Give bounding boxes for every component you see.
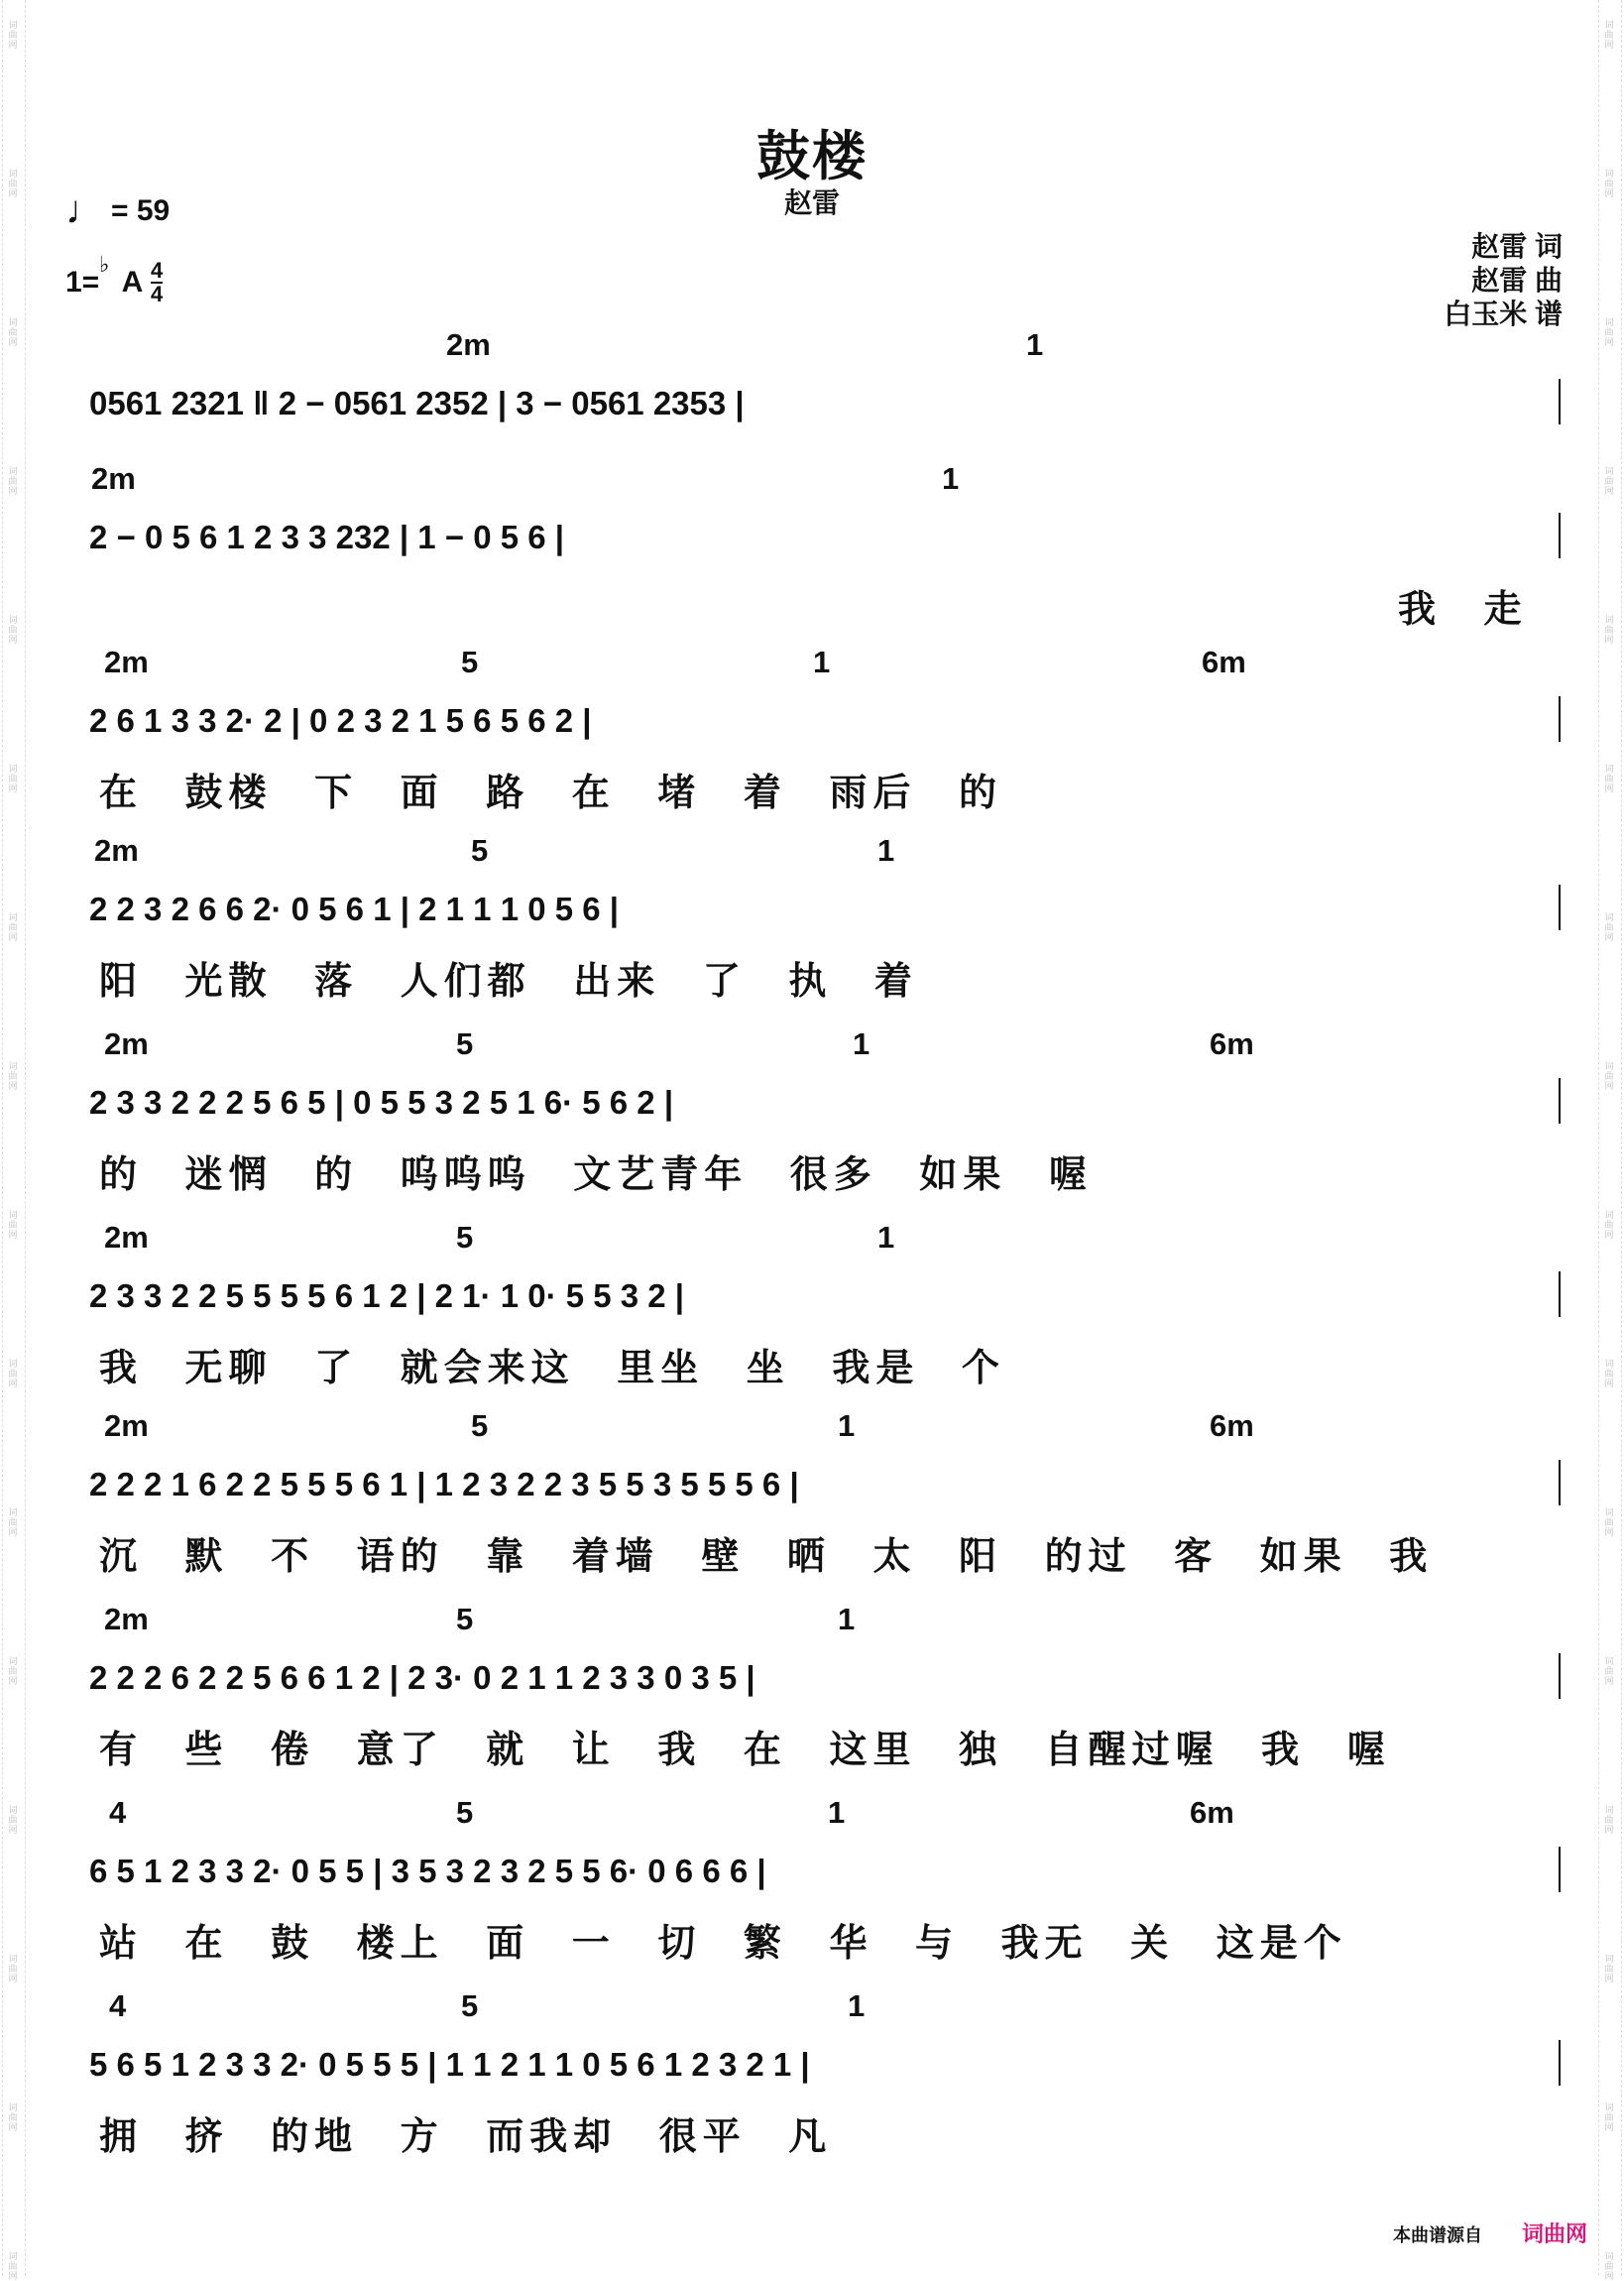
watermark-mark: 词曲网	[8, 1656, 18, 1686]
barline	[1559, 696, 1561, 742]
credits	[1444, 230, 1563, 331]
lyrics-line: 拥 挤 的地 方 而我却 很平 凡	[99, 2116, 833, 2158]
barline	[1559, 1460, 1561, 1505]
chord-label: 1	[1026, 327, 1044, 362]
credit-composer: 赵雷 曲	[1471, 265, 1563, 296]
watermark-mark: 词曲网	[1604, 2251, 1614, 2281]
chord-label: 2m	[94, 833, 139, 868]
chord-label: 5	[471, 833, 489, 868]
watermark-mark: 词曲网	[1604, 2102, 1614, 2132]
chord-label: 1	[838, 1602, 856, 1636]
chord-label: 1	[853, 1026, 870, 1061]
notation-line: 2 2 2 1 6 2 2 5 5 5 6 1 | 1 2 3 2 2 3 5 5 3 5 5 5 6 |	[89, 1466, 799, 1502]
watermark-mark: 词曲网	[1604, 1210, 1614, 1240]
chord-label: 5	[471, 1408, 489, 1443]
barline	[1559, 1847, 1561, 1892]
song-title: 鼓楼	[756, 127, 868, 186]
footer-logo: 词曲网	[1522, 2221, 1588, 2246]
watermark-mark: 词曲网	[1604, 20, 1614, 50]
credit-lyricist: 赵雷 词	[1471, 231, 1563, 262]
notation-line: 2 2 3 2 6 6 2· 0 5 6 1 | 2 1 1 1 0 5 6 |	[89, 891, 620, 927]
watermark-mark: 词曲网	[8, 1805, 18, 1835]
lyrics-line: 阳 光散 落 人们都 出来 了 执 着	[99, 961, 918, 1003]
watermark-mark: 词曲网	[1604, 169, 1614, 198]
notation-line: 2 3 3 2 2 2 5 6 5 | 0 5 5 3 2 5 1 6· 5 6 2 |	[89, 1084, 674, 1121]
chord-label: 1	[813, 645, 831, 679]
watermark-mark: 词曲网	[1604, 1656, 1614, 1686]
watermark-mark: 词曲网	[8, 1210, 18, 1240]
watermark-mark: 词曲网	[1604, 466, 1614, 496]
watermark-mark: 词曲网	[1604, 615, 1614, 645]
notation-line: 6 5 1 2 3 3 2· 0 5 5 | 3 5 3 2 3 2 5 5 6· 0 6 6 6 |	[89, 1853, 766, 1889]
key-prefix: 1=	[65, 266, 100, 299]
watermark-mark: 词曲网	[1604, 1359, 1614, 1388]
chord-label: 1	[877, 833, 895, 868]
key-note: A	[121, 266, 144, 299]
time-signature-bottom: 4	[151, 282, 164, 306]
barline	[1559, 1078, 1561, 1124]
lyrics-line: 我 走	[1398, 589, 1528, 631]
watermark-strip-left	[2, 0, 26, 2281]
notation-line: 2 − 0 5 6 1 2 3 3 232 | 1 − 0 5 6 |	[89, 519, 564, 555]
watermark-mark: 词曲网	[8, 1061, 18, 1091]
barline	[1559, 885, 1561, 930]
chord-label: 5	[456, 1795, 474, 1830]
lyrics-line: 沉 默 不 语的 靠 着墙 壁 晒 太 阳 的过 客 如果 我	[99, 1536, 1434, 1578]
watermark-mark: 词曲网	[8, 466, 18, 496]
watermark-mark: 词曲网	[8, 912, 18, 942]
chord-label: 2m	[104, 1026, 149, 1061]
chord-label: 1	[828, 1795, 846, 1830]
credit-transcriber: 白玉米 谱	[1444, 299, 1563, 329]
watermark-mark: 词曲网	[8, 615, 18, 645]
chord-label: 5	[456, 1026, 474, 1061]
barline	[1559, 513, 1561, 558]
chord-label: 5	[456, 1220, 474, 1255]
chord-label: 6m	[1210, 1026, 1254, 1061]
watermark-mark: 词曲网	[1604, 912, 1614, 942]
chord-label: 6m	[1210, 1408, 1254, 1443]
chord-label: 2m	[91, 461, 136, 496]
lyrics-line: 在 鼓楼 下 面 路 在 堵 着 雨后 的	[99, 773, 1003, 814]
watermark-strip-right	[1598, 0, 1622, 2281]
notation-line: 2 6 1 3 3 2· 2 | 0 2 3 2 1 5 6 5 6 2 |	[89, 702, 592, 739]
chord-label: 2m	[446, 327, 491, 362]
footer-source-text: 本曲谱源自	[1393, 2225, 1482, 2245]
watermark-mark: 词曲网	[8, 20, 18, 50]
time-signature-top: 4	[151, 258, 164, 283]
watermark-mark: 词曲网	[8, 764, 18, 793]
chord-label: 4	[109, 1795, 127, 1830]
barline	[1559, 379, 1561, 424]
key-signature	[65, 252, 164, 306]
notation-line: 0561 2321 ‖ 2 − 0561 2352 | 3 − 0561 2353 |	[89, 385, 745, 421]
chord-label: 1	[942, 461, 960, 496]
lyrics-line: 有 些 倦 意了 就 让 我 在 这里 独 自醒过喔 我 喔	[99, 1730, 1391, 1771]
chord-label: 2m	[104, 645, 149, 679]
watermark-mark: 词曲网	[1604, 1954, 1614, 1983]
watermark-mark: 词曲网	[1604, 317, 1614, 347]
watermark-mark: 词曲网	[8, 317, 18, 347]
watermark-mark: 词曲网	[8, 1359, 18, 1388]
watermark-mark: 词曲网	[8, 2251, 18, 2281]
watermark-mark: 词曲网	[1604, 1805, 1614, 1835]
lyrics-line: 站 在 鼓 楼上 面 一 切 繁 华 与 我无 关 这是个	[99, 1923, 1347, 1965]
song-artist: 赵雷	[783, 187, 840, 218]
chord-label: 1	[877, 1220, 895, 1255]
chord-label: 6m	[1190, 1795, 1234, 1830]
chord-label: 5	[461, 645, 479, 679]
tempo-value: = 59	[111, 193, 171, 227]
chord-label: 4	[109, 1988, 127, 2023]
chord-label: 6m	[1202, 645, 1246, 679]
watermark-mark: 词曲网	[1604, 1507, 1614, 1537]
lyrics-line: 我 无聊 了 就会来这 里坐 坐 我是 个	[99, 1348, 1005, 1389]
time-signature	[151, 260, 163, 305]
tempo-marking	[65, 188, 170, 233]
watermark-mark: 词曲网	[8, 2102, 18, 2132]
barline	[1559, 1653, 1561, 1699]
barline	[1559, 2040, 1561, 2086]
chord-label: 1	[838, 1408, 856, 1443]
watermark-mark: 词曲网	[1604, 1061, 1614, 1091]
watermark-mark: 词曲网	[8, 1507, 18, 1537]
watermark-mark: 词曲网	[8, 1954, 18, 1983]
lyrics-line: 的 迷惘 的 呜呜呜 文艺青年 很多 如果 喔	[99, 1154, 1093, 1196]
notation-line: 5 6 5 1 2 3 3 2· 0 5 5 5 | 1 1 2 1 1 0 5 6 1 2 3 2 1 |	[89, 2046, 810, 2083]
flat-icon: ♭	[99, 252, 110, 277]
quarter-note-icon: ♩	[65, 188, 105, 232]
chord-label: 2m	[104, 1602, 149, 1636]
chord-label: 5	[456, 1602, 474, 1636]
chord-label: 5	[461, 1988, 479, 2023]
watermark-mark: 词曲网	[1604, 764, 1614, 793]
chord-label: 2m	[104, 1220, 149, 1255]
chord-label: 1	[848, 1988, 866, 2023]
notation-line: 2 2 2 6 2 2 5 6 6 1 2 | 2 3· 0 2 1 1 2 3 3 0 3 5 |	[89, 1659, 755, 1696]
barline	[1559, 1271, 1561, 1317]
chord-label: 2m	[104, 1408, 149, 1443]
watermark-mark: 词曲网	[8, 169, 18, 198]
notation-line: 2 3 3 2 2 5 5 5 5 6 1 2 | 2 1· 1 0· 5 5 3 2 |	[89, 1277, 685, 1314]
